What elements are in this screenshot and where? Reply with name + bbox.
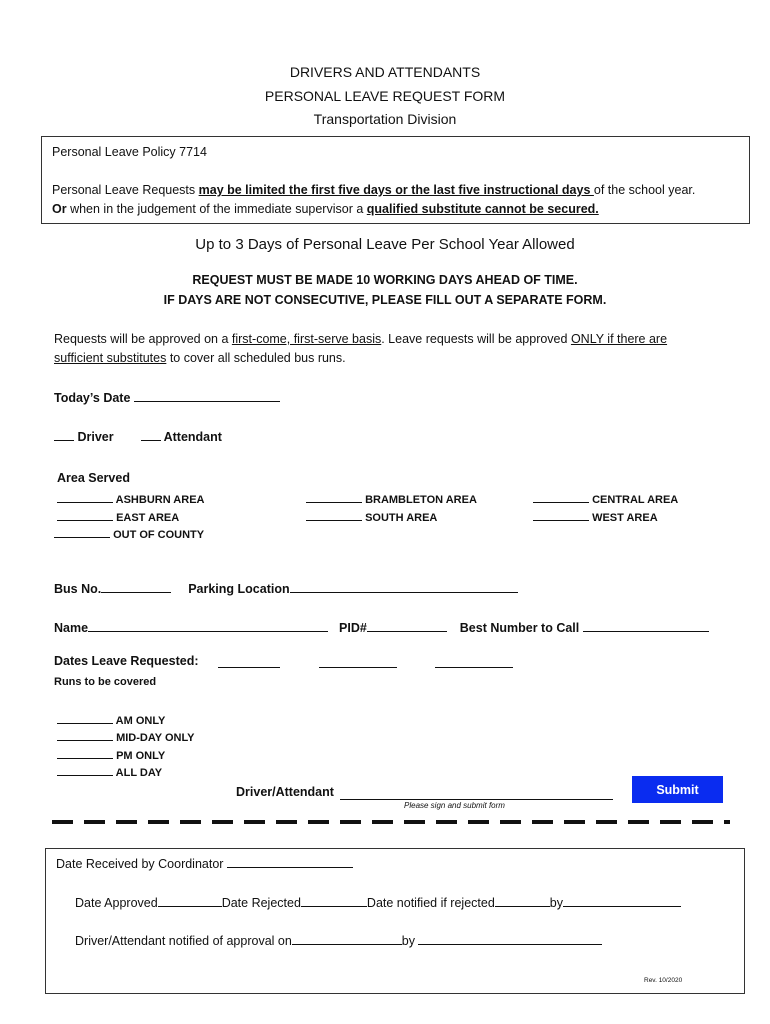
driver-label: Driver (77, 430, 114, 444)
bus-no-field[interactable] (101, 580, 171, 593)
runs-label: Runs to be covered (54, 676, 157, 688)
date-rejected-label: Date Rejected (221, 896, 301, 910)
received-field[interactable] (227, 855, 353, 868)
notified-approval-label: Driver/Attendant notified of approval on (75, 934, 292, 948)
policy-text-emph2: qualified substitute cannot be secured. (366, 202, 599, 216)
approval-f: to cover all scheduled bus runs. (166, 351, 346, 365)
todays-date-row (54, 389, 280, 405)
approval-b: first-come, first-serve basis (231, 332, 382, 346)
date-rejected-field[interactable] (301, 894, 367, 907)
approval-c: . Leave requests will be approved (381, 332, 571, 346)
leave-date-2-field[interactable] (319, 655, 397, 668)
area-option-label: EAST AREA (116, 512, 180, 524)
run-option[interactable] (57, 763, 162, 779)
todays-date-label: Today’s Date (54, 391, 131, 405)
pid-label: PID# (339, 621, 367, 635)
area-option-label: SOUTH AREA (365, 512, 438, 524)
area-option[interactable] (306, 508, 437, 524)
name-label: Name (54, 621, 89, 635)
role-row (54, 428, 222, 444)
form-title-line2: PERSONAL LEAVE REQUEST FORM (264, 88, 506, 104)
revision-note: Rev. 10/2020 (644, 977, 683, 984)
area-option[interactable] (533, 508, 658, 524)
run-option-label: ALL DAY (115, 767, 163, 779)
notified-approval-field[interactable] (292, 932, 402, 945)
area-option[interactable] (57, 490, 204, 506)
coordinator-box (45, 848, 745, 994)
approval-a: Requests will be approved on a (54, 332, 232, 346)
best-number-field[interactable] (583, 619, 709, 632)
bus-no-label: Bus No. (54, 582, 102, 596)
area-option[interactable] (57, 508, 179, 524)
policy-text-intro: Personal Leave Requests (52, 183, 199, 197)
leave-date-3-field[interactable] (435, 655, 513, 668)
form-division: Transportation Division (313, 111, 457, 127)
received-row (56, 855, 353, 871)
submit-button[interactable]: Submit (632, 776, 723, 803)
area-option-label: WEST AREA (592, 512, 658, 524)
name-row (54, 619, 709, 635)
sign-hint: Please sign and submit form (404, 801, 505, 810)
form-title-line1: DRIVERS AND ATTENDANTS (289, 64, 481, 80)
rejected-by-field[interactable] (563, 894, 681, 907)
cut-line-divider (52, 820, 730, 824)
run-option-label: PM ONLY (116, 750, 166, 762)
leave-date-1-field[interactable] (218, 655, 280, 668)
attendant-check[interactable] (141, 428, 161, 441)
policy-text-after: of the school year. (593, 183, 696, 197)
area-option-label: CENTRAL AREA (592, 494, 679, 506)
area-served-label: Area Served (57, 471, 130, 485)
date-approved-label: Date Approved (75, 896, 158, 910)
run-option[interactable] (57, 711, 165, 727)
parking-field[interactable] (290, 580, 518, 593)
name-field[interactable] (88, 619, 328, 632)
run-option-label: AM ONLY (115, 715, 166, 727)
dates-leave-row (54, 654, 199, 668)
approval-e: sufficient substitutes (54, 351, 167, 365)
signature-field[interactable] (340, 787, 613, 800)
approved-by-field[interactable] (418, 932, 602, 945)
policy-text-or: Or (52, 202, 67, 216)
run-option[interactable] (57, 746, 165, 762)
area-option-label: BRAMBLETON AREA (365, 494, 477, 506)
date-notified-rejected-label: Date notified if rejected (366, 896, 495, 910)
by-label: by (549, 896, 563, 910)
area-option-label: ASHBURN AREA (115, 494, 205, 506)
date-approved-field[interactable] (158, 894, 222, 907)
attendant-label: Attendant (163, 430, 222, 444)
notice-line2: IF DAYS ARE NOT CONSECUTIVE, PLEASE FILL OUT A SEPARATE FORM. (163, 293, 607, 307)
area-option[interactable] (54, 525, 204, 541)
policy-text-mid: when in the judgement of the immediate supervisor a (66, 202, 367, 216)
area-option[interactable] (306, 490, 477, 506)
signature-label: Driver/Attendant (236, 785, 334, 799)
parking-label: Parking Location (188, 582, 290, 596)
best-number-label: Best Number to Call (459, 621, 580, 635)
policy-text (52, 181, 747, 219)
notified-approval-row (75, 932, 602, 948)
notice-line1: REQUEST MUST BE MADE 10 WORKING DAYS AHEAD OF TIME. (192, 273, 578, 287)
policy-title: Personal Leave Policy 7714 (52, 145, 207, 159)
approval-status-row (75, 894, 681, 910)
policy-box (41, 136, 750, 224)
area-option-label: OUT OF COUNTY (113, 529, 205, 541)
approval-d: ONLY if there are (570, 332, 668, 346)
pid-field[interactable] (367, 619, 447, 632)
run-option-label: MID-DAY ONLY (116, 732, 195, 744)
allowance-heading: Up to 3 Days of Personal Leave Per School Year Allowed (195, 236, 575, 253)
dates-leave-label: Dates Leave Requested: (54, 654, 199, 668)
by-label: by (401, 934, 415, 948)
policy-text-emph1: may be limited the first five days or the last five instructional days (198, 183, 594, 197)
bus-parking-row (54, 580, 518, 596)
run-option[interactable] (57, 728, 195, 744)
approval-text (54, 330, 744, 368)
received-label: Date Received by Coordinator (56, 857, 224, 871)
driver-check[interactable] (54, 428, 74, 441)
todays-date-field[interactable] (134, 389, 280, 402)
area-option[interactable] (533, 490, 678, 506)
date-notified-rejected-field[interactable] (495, 894, 550, 907)
